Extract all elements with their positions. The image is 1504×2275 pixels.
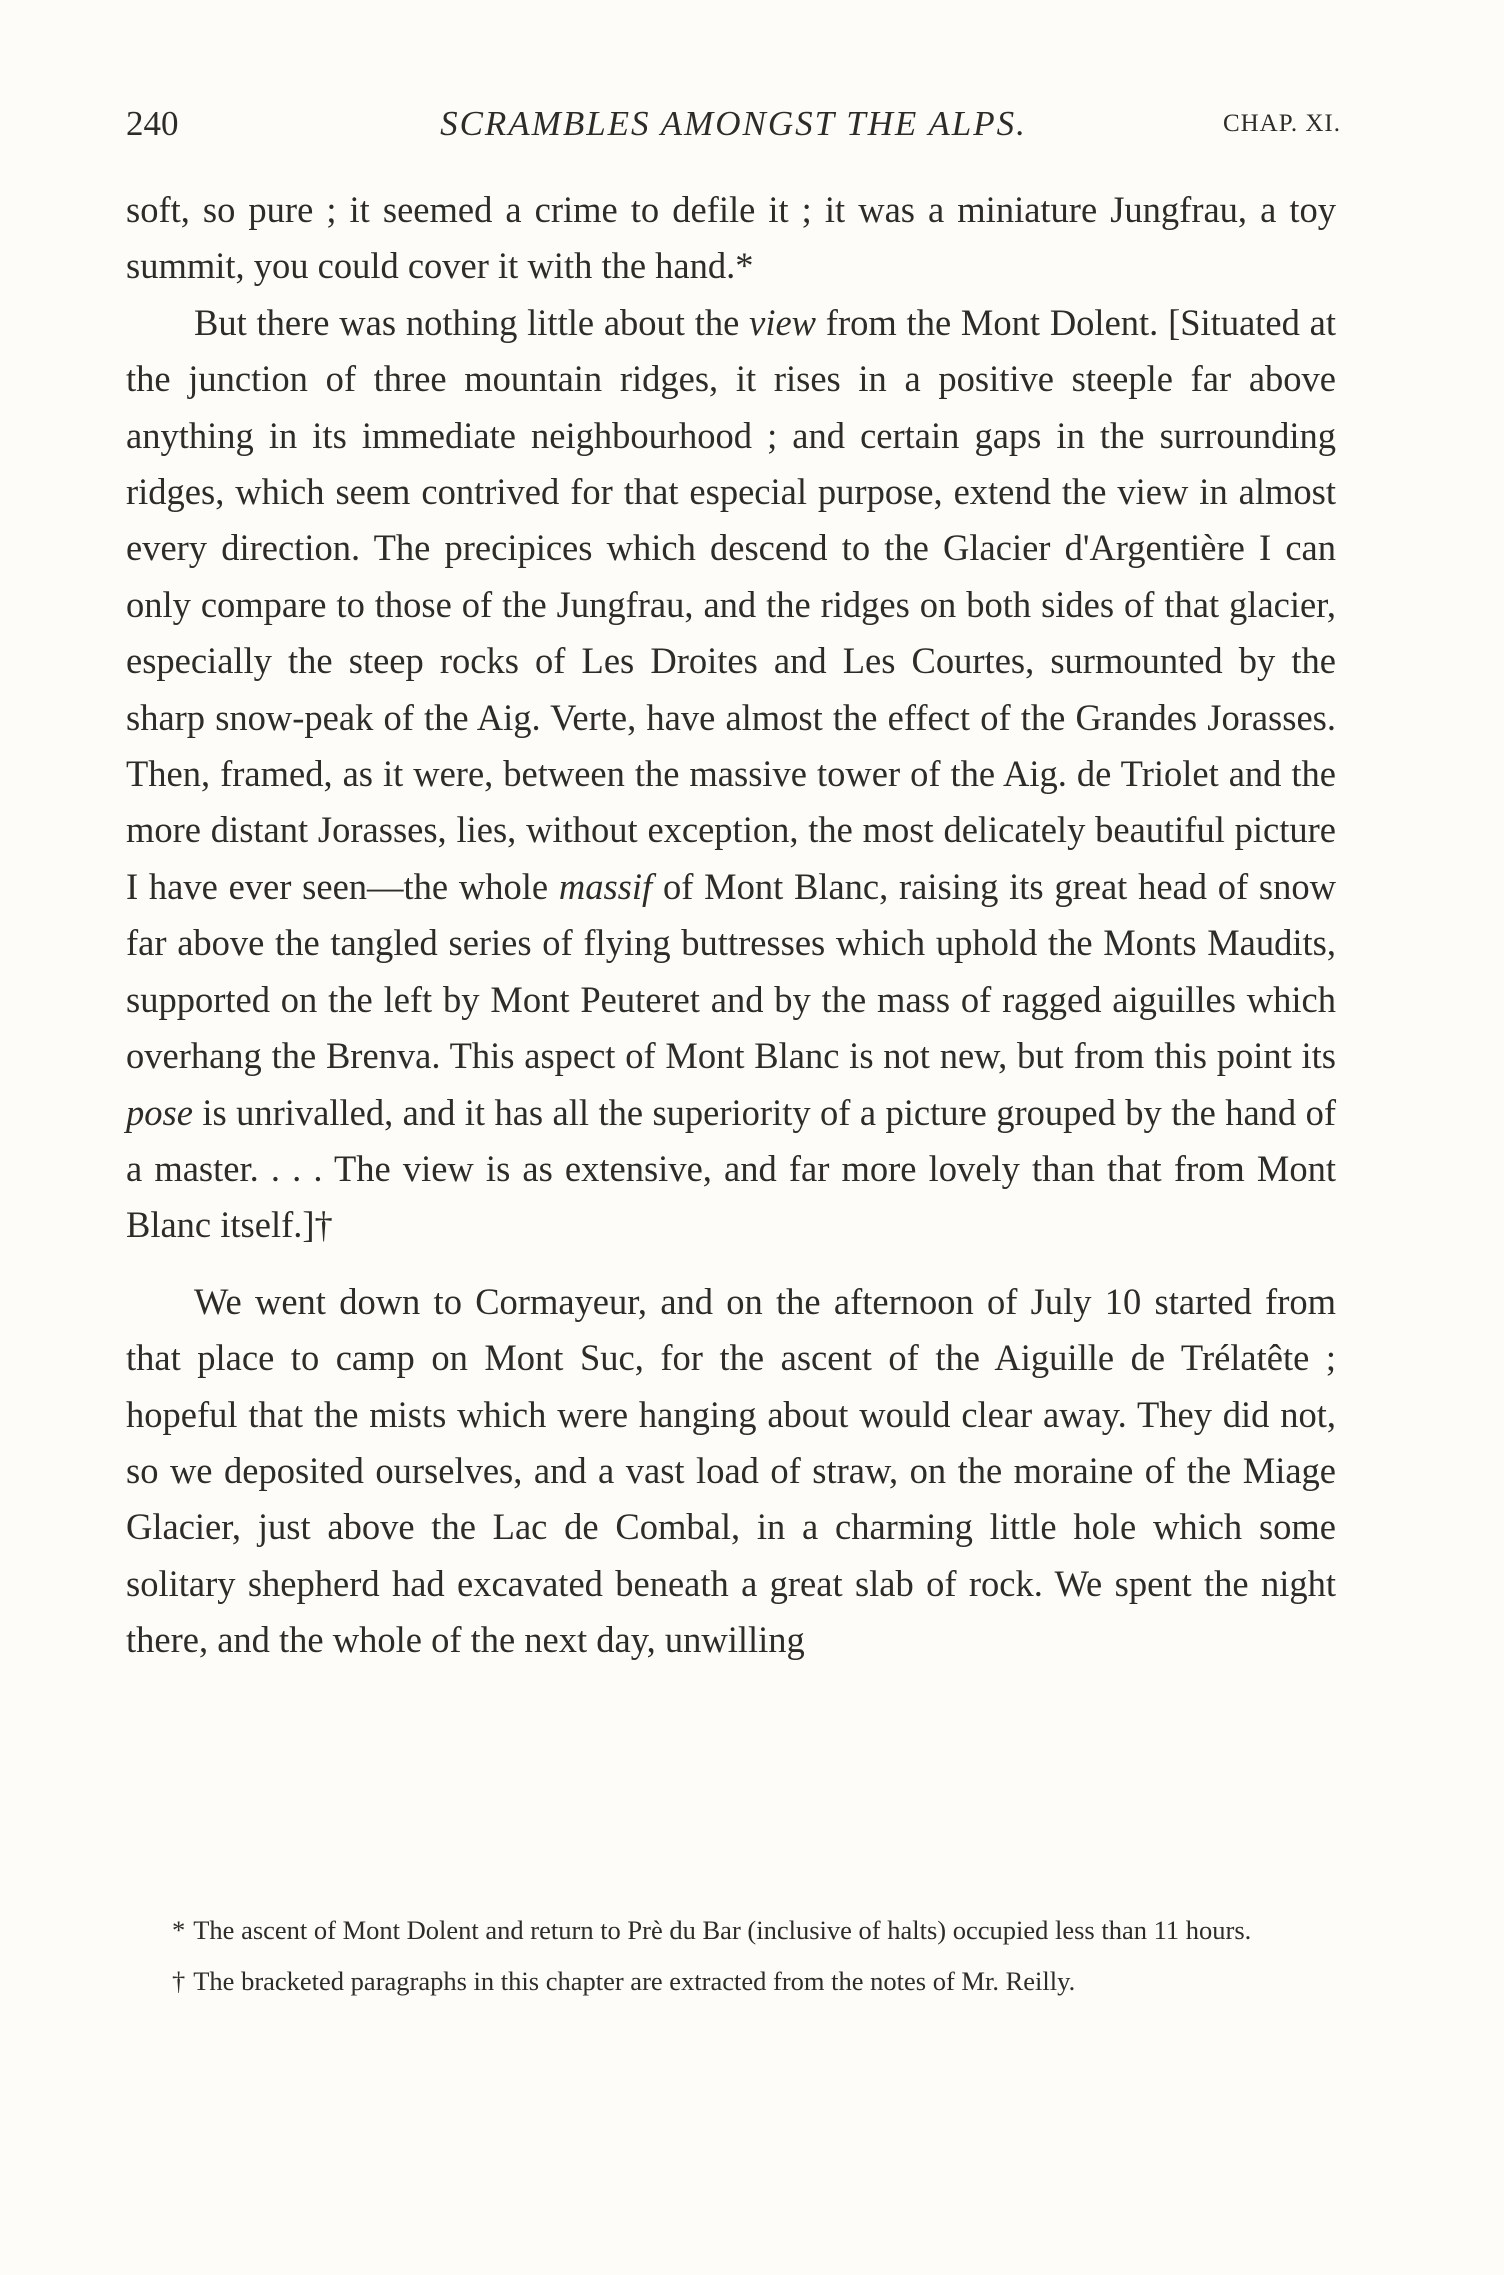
- paragraph-text: But there was nothing little about the: [194, 301, 750, 343]
- footnote-mark: *: [172, 1915, 186, 1945]
- italic-word: view: [749, 301, 817, 343]
- footnote: [126, 1959, 1336, 2003]
- footnotes: [126, 1908, 1336, 2003]
- running-head: [126, 104, 1341, 154]
- footnote-text: The bracketed paragraphs in this chapter are extracted from the notes of Mr. Reilly.: [193, 1966, 1076, 1996]
- running-title: SCRAMBLES AMONGST THE ALPS.: [440, 104, 1027, 143]
- chapter-reference: CHAP. XI.: [1222, 110, 1341, 137]
- paragraph-cormayeur: We went down to Cormayeur, and on the afternoon of July 10 started from that place to camp on Mont Suc, for the ascent of the Aiguille de Trélatête ; hopeful that the mists which were hanging about would clear away. They did not, so we deposited ourselves, and a vast load of straw, on the moraine of the Miage Glacier, just above the Lac de Combal, in a charming little hole which some solitary shepherd had excavated beneath a great slab of rock. We spent the night there, and the whole of the next day, unwilling: [126, 1280, 1336, 1661]
- footnote-mark: †: [172, 1966, 186, 1996]
- paragraph-text: of Mont Blanc, raising its great head of snow far above the tangled series of flying buttresses which uphold the Monts Maudits, supported on the left by Mont Peuteret and by the mass of ragged aiguilles which overhang the Brenva. This aspect of Mont Blanc is not new, but from this point its: [126, 865, 1336, 1077]
- page-number: 240: [126, 104, 179, 143]
- italic-word: massif: [558, 865, 653, 907]
- italic-word: pose: [126, 1091, 193, 1133]
- paragraph-continuation: soft, so pure ; it seemed a crime to defile it ; it was a miniature Jungfrau, a toy summit, you could cover it with the hand.*: [126, 189, 1336, 287]
- paragraph-mont-dolent-view: [126, 295, 1336, 1254]
- paragraph-text: from the Mont Dolent. [Situated at the junction of three mountain ridges, it rises in a positive steeple far above anything in its immediate neighbourhood ; and certain gaps in the surrounding ridges, which seem contrived for that especial purpose, extend the view in almost every direction. The precipices which descend to the Glacier d'Argentière I can only compare to those of the Jungfrau, and the ridges on both sides of that glacier, especially the steep rocks of Les Droites and Les Courtes, surmounted by the sharp snow-peak of the Aig. Verte, have almost the effect of the Grandes Jorasses. Then, framed, as it were, between the massive tower of the Aig. de Triolet and the more distant Jorasses, lies, without exception, the most delicately beautiful picture I have ever seen—the whole: [126, 301, 1336, 907]
- footnote-text: The ascent of Mont Dolent and return to Prè du Bar (inclusive of halts) occupied less than 11 hours.: [193, 1915, 1252, 1945]
- paragraph-text: is unrivalled, and it has all the superiority of a picture grouped by the hand of a master. . . . The view is as extensive, and far more lovely than that from Mont Blanc itself.]†: [126, 1091, 1336, 1246]
- body-text: [126, 182, 1336, 1669]
- footnote: [126, 1908, 1336, 1952]
